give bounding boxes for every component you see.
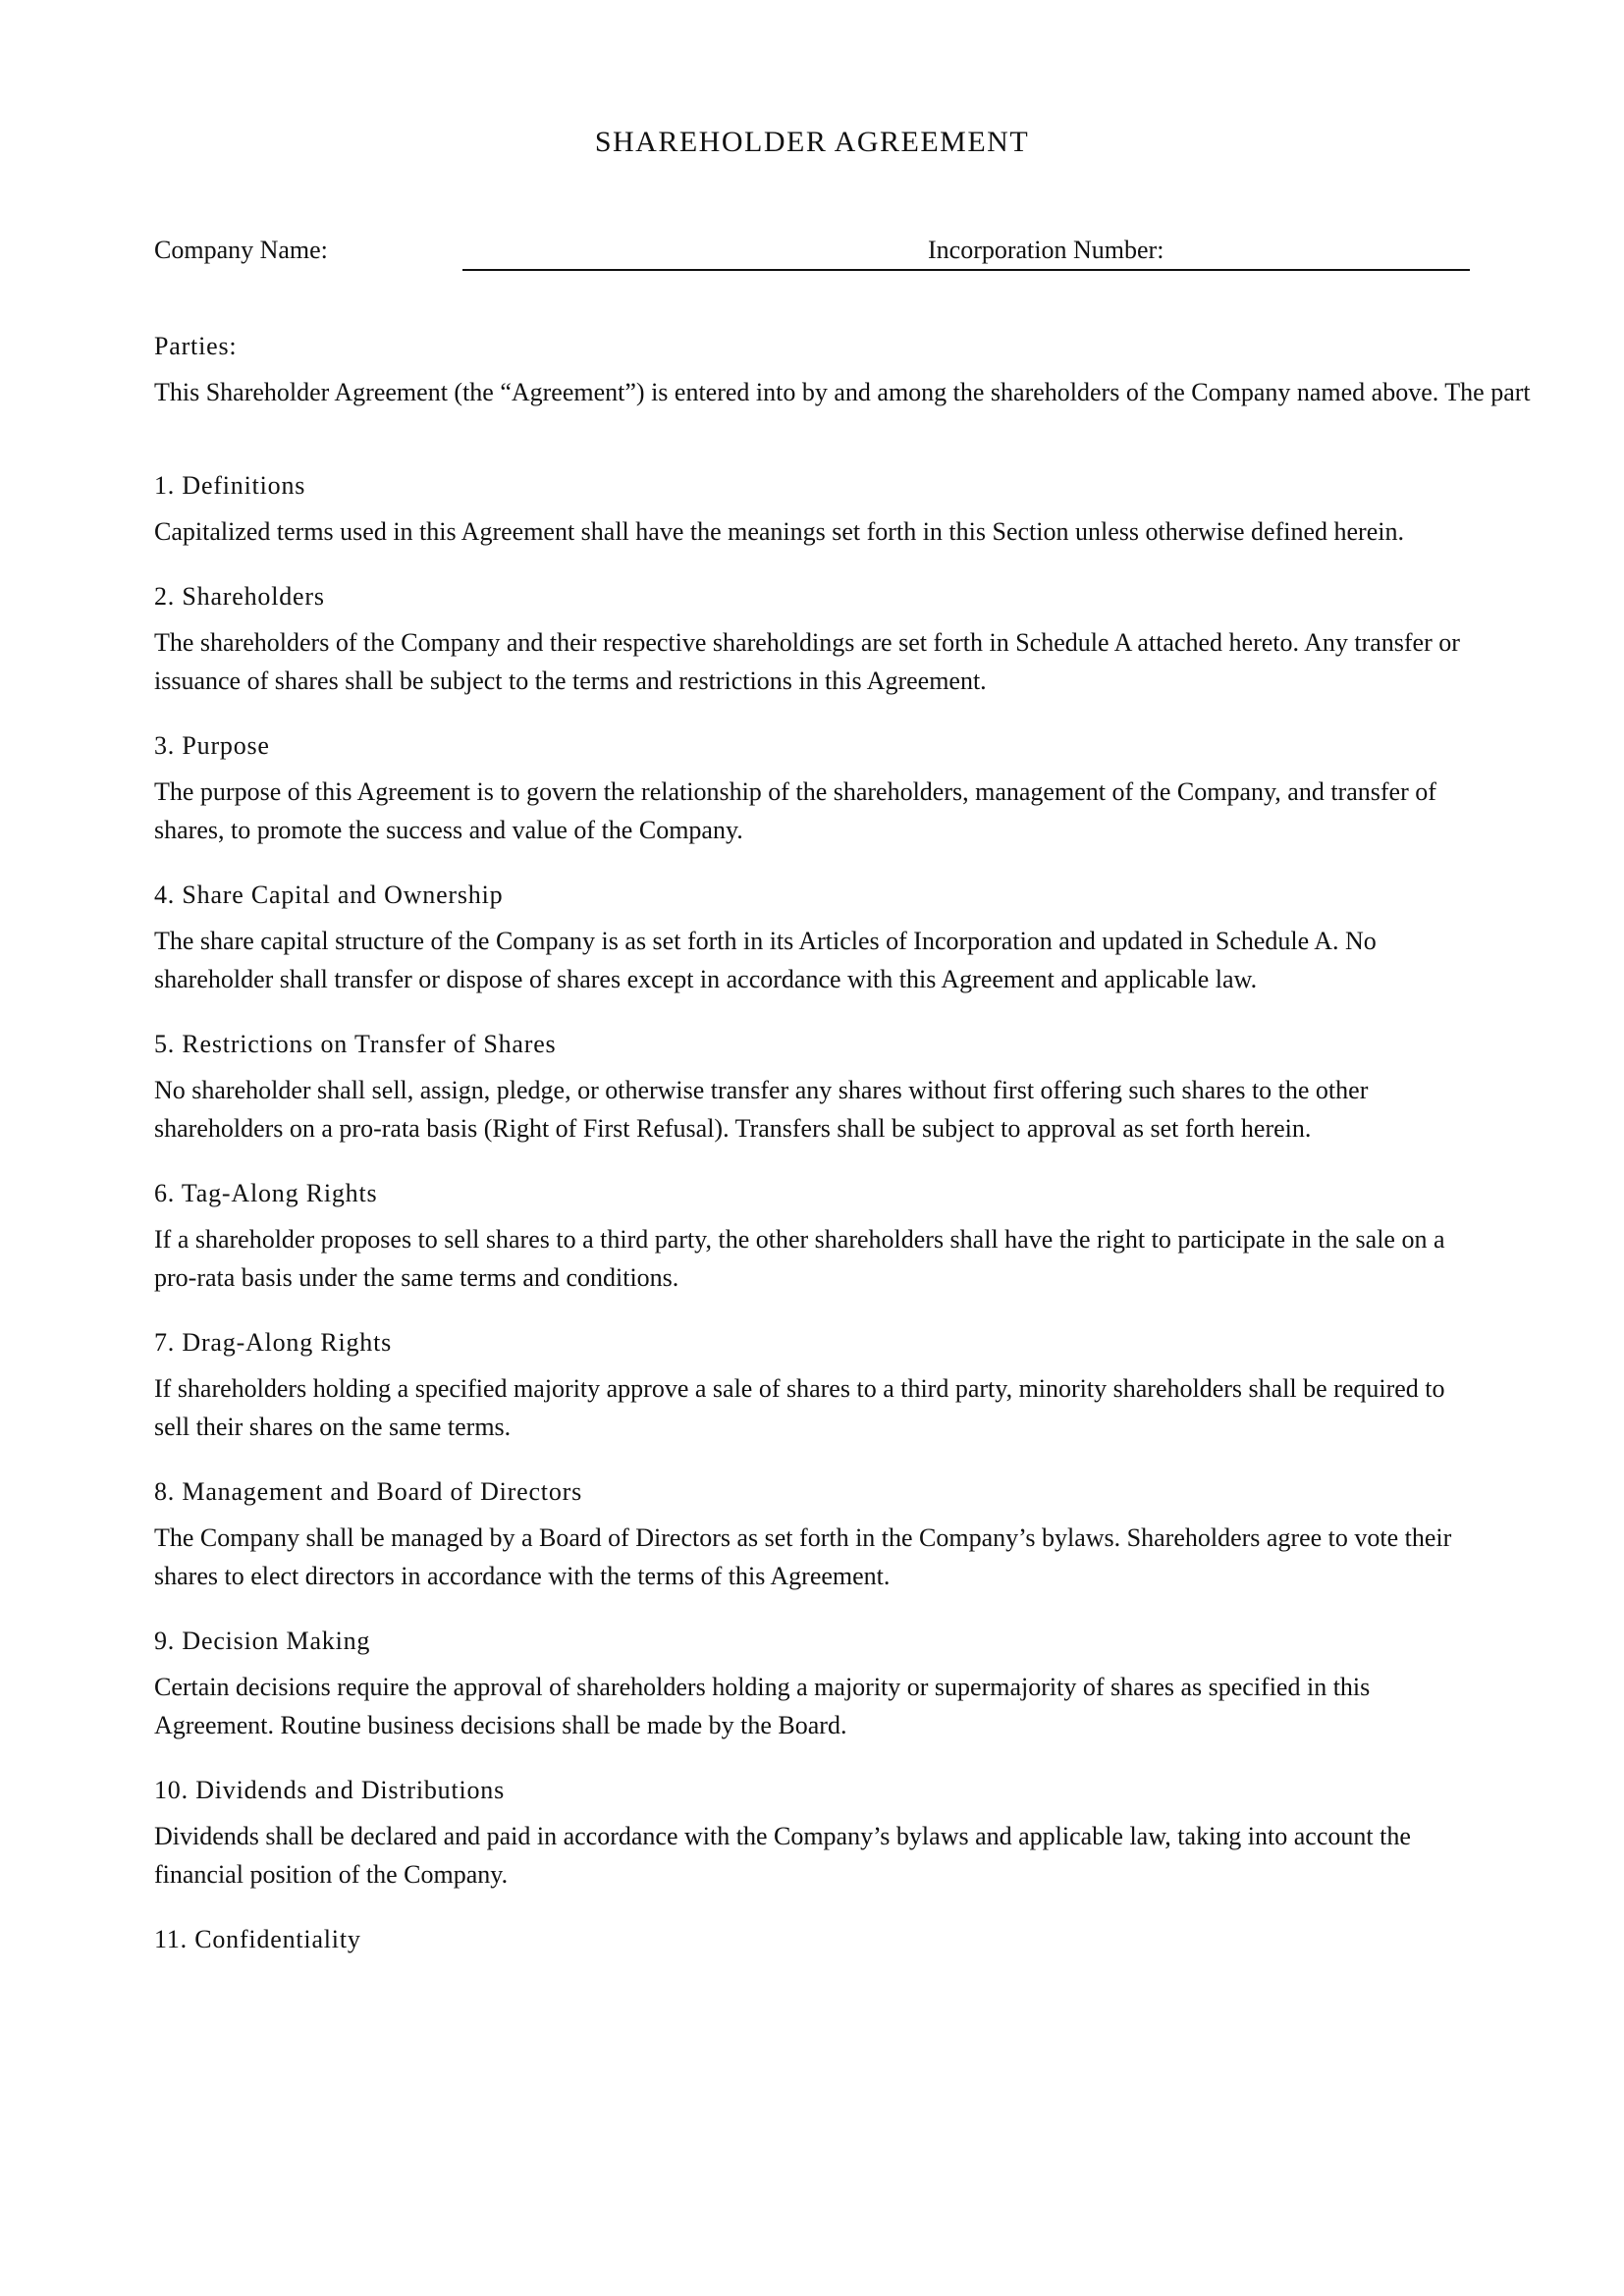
section-definitions: [154, 467, 1470, 551]
section-tag-along: [154, 1175, 1470, 1297]
section-heading: 4. Share Capital and Ownership: [154, 881, 504, 909]
parties-text: This Shareholder Agreement (the “Agreement”) is entered into by and among the shareholders of the Company named above. The part: [154, 378, 1531, 406]
section-body: Capitalized terms used in this Agreement shall have the meanings set forth in this Section unless otherwise defined herein.: [154, 517, 1404, 546]
section-dividends: [154, 1772, 1470, 1894]
section-heading: 2. Shareholders: [154, 582, 325, 611]
section-heading: 8. Management and Board of Directors: [154, 1477, 583, 1506]
section-purpose: [154, 727, 1470, 849]
section-management: [154, 1473, 1470, 1595]
incorporation-number-label: Incorporation Number:: [928, 236, 1164, 264]
section-shareholders: [154, 578, 1470, 700]
company-info-row: [154, 236, 1470, 275]
section-body: Certain decisions require the approval of shareholders holding a majority or supermajority of shares as specified in this Agreement. Routine business decisions shall be made by the Board.: [154, 1673, 1371, 1739]
section-body: The Company shall be managed by a Board of Directors as set forth in the Company’s bylaws. Shareholders agree to vote their shares to elect directors in accordance with the terms of this Agreement.: [154, 1523, 1452, 1590]
section-body: The purpose of this Agreement is to govern the relationship of the shareholders, management of the Company, and transfer of shares, to promote the success and value of the Company.: [154, 777, 1436, 844]
section-heading: 5. Restrictions on Transfer of Shares: [154, 1030, 557, 1058]
section-heading: 6. Tag-Along Rights: [154, 1179, 378, 1207]
sections-list: [154, 467, 1470, 1986]
company-name-label: Company Name:: [154, 236, 328, 264]
section-confidentiality: [154, 1921, 1470, 1958]
company-name-blank-line: [462, 269, 1470, 271]
section-share-capital: [154, 877, 1470, 998]
section-body: No shareholder shall sell, assign, pledge, or otherwise transfer any shares without first offering such shares to the other shareholders on a pro-rata basis (Right of First Refusal). Transfers shall be subject to approval as set forth herein.: [154, 1076, 1369, 1143]
document-title: SHAREHOLDER AGREEMENT: [594, 126, 1030, 158]
section-decision-making: [154, 1623, 1470, 1744]
section-heading: 9. Decision Making: [154, 1627, 371, 1655]
section-body: The shareholders of the Company and their respective shareholdings are set forth in Schedule A attached hereto. Any transfer or issuance of shares shall be subject to the terms and restrictions in this Agreement.: [154, 628, 1460, 695]
section-body: Dividends shall be declared and paid in accordance with the Company’s bylaws and applicable law, taking into account the financial position of the Company.: [154, 1822, 1411, 1889]
section-body: If a shareholder proposes to sell shares to a third party, the other shareholders shall have the right to participate in the sale on a pro-rata basis under the same terms and conditions.: [154, 1225, 1445, 1292]
section-heading: 11. Confidentiality: [154, 1925, 361, 1953]
section-heading: 3. Purpose: [154, 731, 270, 760]
section-drag-along: [154, 1324, 1470, 1446]
section-heading: 10. Dividends and Distributions: [154, 1776, 506, 1804]
section-body: The share capital structure of the Company is as set forth in its Articles of Incorporation and updated in Schedule A. No shareholder shall transfer or dispose of shares except in accordance with this Agreement and applicable law.: [154, 927, 1377, 993]
section-heading: 1. Definitions: [154, 471, 306, 500]
section-body: If shareholders holding a specified majority approve a sale of shares to a third party, minority shareholders shall be required to sell their shares on the same terms.: [154, 1374, 1445, 1441]
section-transfer-restrictions: [154, 1026, 1470, 1148]
parties-heading: Parties:: [154, 332, 238, 360]
section-heading: 7. Drag-Along Rights: [154, 1328, 393, 1357]
